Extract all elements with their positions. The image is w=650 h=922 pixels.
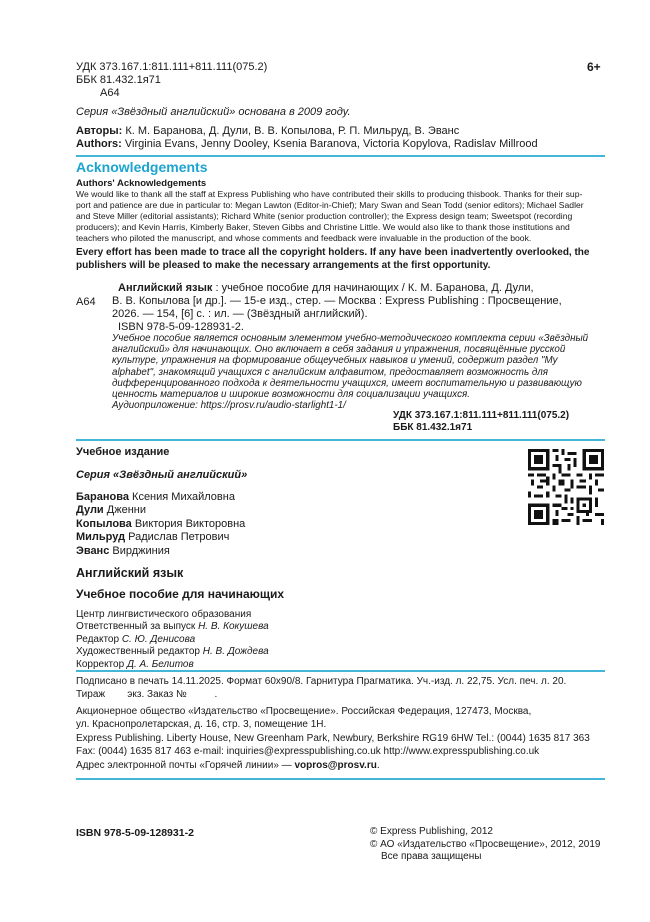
center-name: Центр лингвистического образования [76,609,252,620]
staff-person: Н. В. Кокушева [198,621,269,633]
authors-en-label: Authors: [76,138,122,150]
copyright-notice [76,247,589,272]
ack-line: and Steve Miller (editorial assistants); Richard White (senior production controller); the Express design team; Sweetspot (recording [76,211,573,221]
express-line-2[interactable]: Fax: (0044) 1635 817 463 e-mail: inquiries@expresspublishing.co.uk http://www.expresspublishing.co.uk [76,745,540,757]
ack-line: producers); and Kevin Harris, Kimberly Baker, Steven Gibbs and Christine Little. We would also like to thank those institutions and [76,222,570,232]
staff-entry [76,621,269,633]
hotline-text: Адрес электронной почты «Горячей линии» — [76,760,295,771]
divider-bottom [76,778,605,780]
audio-link[interactable]: Аудиоприложение: https://prosv.ru/audio-starlight1-1/ [112,400,346,412]
staff-person: Н. В. Дождева [202,646,269,658]
biblio-line-2: В. В. Копылова [и др.]. — 15-е изд., стер. — Москва : Express Publishing : Просвещение, [112,295,562,307]
author-surname: Баранова [76,491,129,503]
biblio-record [112,282,605,334]
ack-line: port and patience are due in particular to: Megan Lawton (Editor-in-Chief); Mary Swan and Sean Todd (senior editors); Michael Sadler [76,200,584,210]
author-name: Радислав Петрович [128,531,230,544]
footer-copyright [370,826,600,864]
hotline [76,760,380,773]
copyright-prosv: © АО «Издательство «Просвещение», 2012, 2019 [370,838,601,850]
author-entry [76,491,245,504]
authors-en-names: Virginia Evans, Jenny Dooley, Ksenia Baranova, Victoria Kopylova, Radislav Millrood [124,138,538,150]
authors-en [76,138,538,151]
staff-list [76,609,269,671]
header-code: А64 [100,87,120,99]
ack-line: We would like to thank all the staff at Express Publishing who have contributed their skills to producing thisbook. Thanks for their sup- [76,189,583,199]
staff-entry [76,646,269,658]
biblio-line-1-rest: : учебное пособие для начинающих / К. М. Баранова, Д. Дули, [215,282,534,294]
author-list [76,491,245,558]
ack-subheading: Authors' Acknowledgements [76,178,207,189]
author-name: Дженни [106,504,146,517]
biblio-code: А64 [76,296,96,308]
author-entry [76,531,245,544]
biblio-udk: УДК 373.167.1:811.111+811.111(075.2) [393,410,570,421]
print-info [76,676,605,701]
author-name: Вирджиния [112,544,170,557]
staff-role: Художественный редактор [76,646,200,658]
biblio-line-1 [118,282,605,295]
copyright-line: Every effort has been made to trace all the copyright holders. If any have been inadvertently overlooked, the [76,247,590,258]
edition-subtitle: Учебное пособие для начинающих [76,587,285,601]
authors-ru-names: К. М. Баранова, Д. Дули, В. В. Копылова, Р. П. Мильруд, В. Эванс [125,125,460,137]
series-founded: Серия «Звёздный английский» основана в 2009 году. [76,106,351,118]
print-line-2: Тираж экз. Заказ № . [76,688,218,700]
divider-biblio [76,439,605,441]
divider-top [76,155,605,157]
biblio-isbn: ISBN 978-5-09-128931-2. [118,321,244,333]
ack-line: teachers who piloted the manuscript, and whose comments and feedback were invaluable in the production of the book. [76,233,532,243]
annotation-line: Учебное пособие является основным элементом учебно-методического комплекта серии «Звёздный [112,333,589,344]
staff-role: Ответственный за выпуск [76,621,196,633]
author-entry [76,545,245,558]
print-line-1: Подписано в печать 14.11.2025. Формат 60x90/8. Гарнитура Прагматика. Уч.-изд. л. 22,75. Усл. печ. л. 20. [76,676,567,687]
ack-heading: Acknowledgements [76,159,208,175]
copyright-line: publishers will be pleased to make the necessary arrangements at the first opportunity. [76,259,491,271]
author-entry [76,504,245,517]
authors-ru-label: Авторы: [76,125,123,137]
annotation-line: английский» для начинающих. Оно включает в себя задания и упражнения, посвящённые русской [112,344,566,356]
staff-role: Редактор [76,633,120,645]
biblio-title: Английский язык [118,282,213,294]
publisher-info [76,706,605,731]
annotation-line: ценность материалов и широкие возможности для социализации учащихся. [112,389,470,401]
authors-ru [76,125,459,138]
annotation-line: дифференцированного подхода к деятельности учащихся, имеет воспитательную и развивающую [112,377,582,389]
annotation-line: культуре, упражнения на формирование общеучебных навыков и умений, содержит раздел "My [112,355,558,367]
staff-person: С. Ю. Денисова [121,633,196,645]
header-bbk: ББК 81.432.1я71 [76,74,161,86]
biblio-bbk: ББК 81.432.1я71 [393,422,473,433]
qr-code-icon [528,449,604,525]
author-name: Ксения Михайловна [132,491,235,503]
staff-person: Д. А. Белитов [126,658,194,670]
annotation-line: alphabet", знакомящий учащихся с английским алфавитом, предоставляет возможность для [112,366,548,378]
publisher-line-1: Акционерное общество «Издательство «Просвещение». Российская Федерация, 127473, Москва, [76,706,532,717]
footer-isbn: ISBN 978-5-09-128931-2 [76,827,194,839]
author-name: Виктория Викторовна [134,517,246,530]
hotline-end: . [376,760,380,771]
hotline-email[interactable]: vopros@prosv.ru [294,760,377,771]
author-surname: Эванс [76,544,110,557]
author-surname: Дули [76,504,104,517]
edition-series: Серия «Звёздный английский» [76,469,248,481]
ack-body [76,189,606,244]
publisher-line-2: ул. Краснопролетарская, д. 16, стр. 3, помещение 1Н. [76,718,327,730]
rights-reserved: Все права защищены [381,851,482,863]
author-surname: Мильруд [76,531,126,544]
author-entry [76,518,245,531]
biblio-annotation [112,333,605,411]
divider-print [76,670,605,672]
biblio-line-3: 2026. — 154, [6] с. : ил. — (Звёздный английский). [112,308,368,320]
copyright-express: © Express Publishing, 2012 [370,826,493,837]
express-info [76,733,605,758]
edition-title: Английский язык [76,566,184,580]
express-line-1: Express Publishing. Liberty House, New Greenham Park, Newbury, Berkshire RG19 6HW Tel.: (0044) 1635 817 363 [76,733,590,744]
staff-role: Корректор [76,658,125,670]
staff-entry [76,634,269,646]
header-udk: УДК 373.167.1:811.111+811.111(075.2) [76,61,268,73]
author-surname: Копылова [76,517,132,530]
edition-type: Учебное издание [76,446,170,458]
age-rating: 6+ [587,60,601,74]
